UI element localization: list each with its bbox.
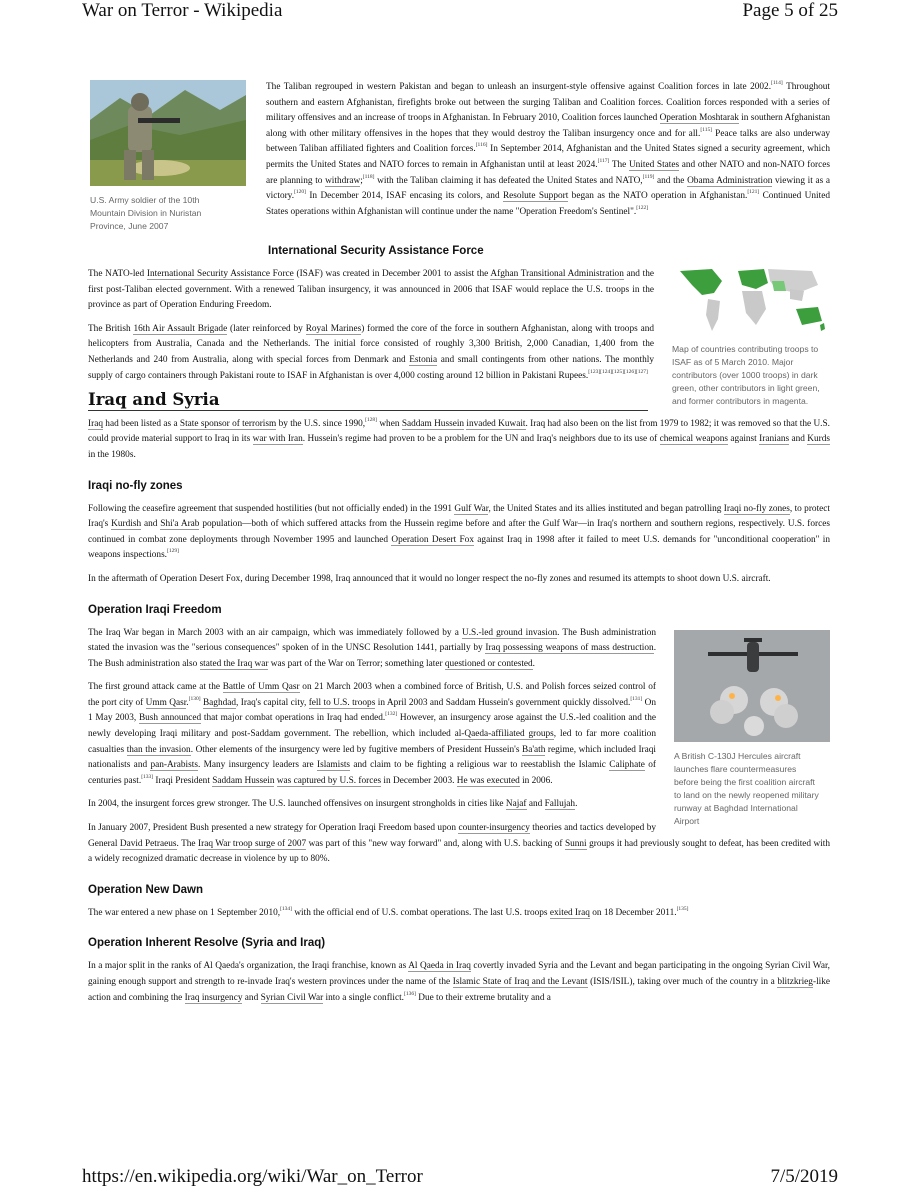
text-run: The first ground attack came at the (88, 682, 223, 693)
text-run: . (186, 697, 189, 708)
text-run: , led to far more coalition casualties (88, 729, 656, 755)
wiki-link[interactable]: Afghan Transitional Administration (490, 269, 624, 279)
wiki-link[interactable]: Iraqi no-fly zones (723, 503, 790, 514)
text-run: In the aftermath of Operation Desert Fox, during December 1998, Iraq announced that it would no longer respect the no-fly zones and resumed its attempts to shoot down U.S. aircraft. (88, 573, 771, 584)
wiki-link[interactable]: stated the Iraq war (199, 658, 269, 669)
text-run: . Many insurgency leaders are (197, 760, 317, 771)
text-run: (ISIS/ISIL), taking over much of the country in a (587, 977, 778, 987)
citation-link[interactable]: [134] (280, 905, 292, 912)
text-run: , the United States and its allies instituted and began patrolling (488, 503, 724, 514)
wiki-link[interactable]: Saddam Hussein (212, 775, 275, 786)
text-run: (later reinforced by (227, 323, 306, 334)
wiki-link[interactable]: questioned or contested (444, 658, 533, 669)
wiki-link[interactable]: Resolute Support (502, 191, 569, 202)
wiki-link[interactable]: Operation Moshtarak (659, 113, 739, 124)
footer-url: https://en.wikipedia.org/wiki/War_on_Terror (82, 1166, 423, 1187)
wiki-link[interactable]: Bush announced (138, 713, 202, 724)
wiki-link[interactable]: Islamic State of Iraq and the Levant (452, 977, 588, 987)
text-run: theories and tactics developed by General (88, 823, 656, 849)
wiki-link[interactable]: Baghdad (202, 697, 237, 708)
text-run: , Iraq's capital city, (236, 697, 309, 708)
section-heading-nofly: Iraqi no-fly zones (88, 479, 183, 492)
text-run: with the Taliban claiming it has defeated the United States and NATO, (374, 175, 643, 186)
text-run: viewing it as a victory. (266, 175, 830, 202)
wiki-link[interactable]: al-Qaeda-affiliated groups (454, 729, 554, 740)
header-title: War on Terror - Wikipedia (82, 0, 283, 21)
paragraph (88, 906, 830, 922)
text-run: when (377, 418, 402, 429)
text-run: began as the NATO operation in Afghanistan. (568, 191, 748, 202)
citation-link[interactable]: [120] (294, 189, 306, 196)
text-run: and (526, 799, 545, 810)
text-run: . The (176, 838, 198, 849)
wiki-link[interactable]: International Security Assistance Force (146, 269, 294, 279)
citation-link[interactable]: [117] (597, 157, 610, 164)
wiki-link[interactable]: Royal Marines (305, 323, 362, 334)
citation-link[interactable]: [129] (167, 548, 179, 555)
wiki-link[interactable]: blitzkrieg (777, 977, 813, 987)
text-run: Iraqi President (153, 775, 213, 786)
text-run: , to protect Iraq's (88, 503, 830, 530)
citation-link[interactable]: [130] (188, 695, 201, 702)
wiki-link[interactable]: Islamists (316, 760, 351, 771)
citation-link[interactable]: [121] (747, 189, 760, 196)
text-run: and the first post-Taliban elected government. With a renewed Taliban insurgency, it was announced in 2006 that ISAF would replace the U.S. troops in the province as part of Operation Enduring Freedom. (88, 269, 654, 311)
wiki-link[interactable]: Operation Desert Fox (391, 534, 474, 545)
wiki-link[interactable]: Gulf War (454, 503, 489, 514)
wiki-link[interactable]: pan-Arabists (150, 760, 198, 771)
article-content (88, 80, 830, 1014)
text-run: The Iraq War began in March 2003 with an air campaign, which was immediately followed by a (88, 627, 462, 638)
wiki-link[interactable]: Iraq (88, 418, 103, 429)
text-run: and (789, 434, 808, 445)
wiki-link[interactable]: David Petraeus (119, 838, 177, 849)
text-run: In December 2014, ISAF encasing its colors, and (305, 191, 503, 202)
citation-link[interactable]: [136] (403, 990, 416, 997)
wiki-link[interactable]: Caliphate (609, 760, 645, 771)
text-run: Following the ceasefire agreement that suspended hostilities (but not officially ended) in the 1991 (88, 503, 455, 514)
text-run: The war entered a new phase on 1 September 2010, (88, 907, 281, 918)
wiki-link[interactable]: Iranians (759, 434, 790, 445)
text-run: regime, which included Iraqi nationalists and (88, 744, 657, 771)
wiki-link[interactable]: war with Iran (252, 434, 303, 445)
citation-link[interactable]: [116] (475, 142, 488, 149)
text-run: into a single conflict. (323, 992, 404, 1003)
wiki-link[interactable]: Najaf (505, 799, 527, 810)
text-run: against Iraq in 1998 after it failed to meet U.S. demands for "unconditional cooperation" in weapons inspections. (88, 534, 830, 561)
section-heading-oif: Operation Iraqi Freedom (88, 603, 222, 616)
wiki-link[interactable]: exited Iraq (549, 907, 590, 918)
text-run: In January 2007, President Bush presented a new strategy for Operation Iraqi Freedom based upon (88, 823, 459, 834)
wiki-link[interactable]: Al Qaeda in Iraq (408, 961, 471, 972)
text-run: . Iraq had also been on the list from 1979 to 1982; it was removed so that the U.S. could provide material support to Iraq in its (88, 418, 831, 445)
text-run: and the (654, 175, 688, 186)
wiki-link[interactable]: Saddam Hussein (401, 418, 465, 429)
text-run: (ISAF) was created in December 2001 to assist the (293, 269, 491, 279)
wiki-link[interactable]: Iraq War troop surge of 2007 (198, 838, 307, 849)
text-run: covertly invaded Syria and the Levant and began participating in the ongoing Syrian Civil War, gaining enough support and strength to re-invade Iraq's western provinces under the name of the (88, 961, 830, 987)
wiki-link[interactable]: Kurds (807, 434, 831, 445)
text-run: -like action and combining the (88, 977, 831, 1003)
citation-link[interactable]: [132] (385, 711, 398, 718)
figure-soldier (90, 80, 248, 233)
wiki-link[interactable]: counter-insurgency (458, 823, 530, 834)
section-heading-ond: Operation New Dawn (88, 883, 204, 896)
citation-link[interactable]: [122] (636, 204, 649, 211)
wiki-link[interactable]: Umm Qasr (145, 697, 187, 708)
text-run: The Taliban regrouped in western Pakistan and began to unleash an insurgent-style offensive against Coalition forces in late 2002. (266, 82, 772, 92)
text-run: in April 2003 and Saddam Hussein's government quickly dissolved. (375, 697, 631, 708)
wiki-link[interactable]: than the invasion (126, 744, 191, 755)
text-run: against (728, 434, 760, 445)
wiki-link[interactable]: Fallujah (544, 799, 576, 810)
citation-link[interactable]: [118] (362, 173, 375, 180)
isaf-map (672, 263, 828, 335)
wiki-link[interactable]: Sunni (564, 838, 587, 849)
text-run: . (575, 799, 578, 810)
citation-link[interactable]: [133] (141, 773, 154, 780)
text-run: Continued United States operations within Afghanistan will continue under the name "Operation Freedom's Sentinel". (266, 191, 830, 217)
text-run: and other NATO and non-NATO forces are planning to (266, 159, 831, 186)
text-run: on 18 December 2011. (589, 907, 677, 918)
wiki-link[interactable]: Shi'a Arab (160, 519, 200, 530)
citation-link[interactable]: [119] (642, 173, 655, 180)
wiki-link[interactable]: Obama Administration (687, 175, 773, 186)
wiki-link[interactable]: U.S.-led ground invasion (462, 627, 558, 638)
wiki-link[interactable]: Ba'ath (522, 744, 546, 755)
wiki-link[interactable]: Iraq possessing weapons of mass destruction (485, 643, 654, 654)
text-run: . Other elements of the insurgency were led by fugitive members of President Hussein's (190, 744, 522, 755)
wiki-link[interactable]: Estonia (409, 354, 438, 365)
text-run: and small contingents from other nations. The monthly supply of cargo containers through Pakistani route to ISAF in Afghanistan is over 4,000 costing around 12 billion in Pakistani Rupees. (88, 354, 654, 381)
figure-caption: U.S. Army soldier of the 10th Mountain Division in Nuristan Province, June 2007 (90, 195, 202, 231)
text-run: groups it had previously sought to defeat, has been credited with a widely recognized dramatic decrease in violence by up to 80%. (88, 838, 831, 865)
wiki-link[interactable]: was captured by U.S. forces (276, 775, 382, 786)
text-run: ; (360, 175, 363, 186)
text-run: by the U.S. since 1990, (276, 418, 366, 429)
wiki-link[interactable]: Syrian Civil War (260, 992, 324, 1003)
citation-link[interactable]: [135] (676, 905, 689, 912)
text-run: . Hussein's regime had proven to be a problem for the UN and Iraq's neighbors due to its use of (302, 434, 660, 445)
soldier-photo (90, 80, 246, 186)
text-run: The British (88, 323, 134, 334)
text-run: Due to their extreme brutality and a (415, 992, 551, 1003)
text-run: on 21 March 2003 when a combined force of British, U.S. and Polish forces seized control of the port city of (88, 682, 656, 708)
text-run: in the 1980s. (88, 449, 136, 460)
text-run: The (609, 159, 629, 170)
citation-link[interactable]: [114] (771, 80, 783, 86)
wiki-link[interactable]: 16th Air Assault Brigade (133, 323, 228, 334)
text-run: and (141, 519, 161, 530)
c130j-photo (674, 630, 830, 742)
figure-caption: Map of countries contributing troops to ISAF as of 5 March 2010. Major contributors (over 1000 troops) in dark green, other contributors in light green, and former contributors in magenta. (672, 344, 820, 406)
text-run: and (242, 992, 261, 1003)
paragraph (88, 821, 830, 868)
wiki-link[interactable]: Kurdish (111, 519, 142, 530)
text-run: . The Bush administration also (88, 643, 657, 669)
text-run: population—both of which suffered attacks from the Hussein regime before and after the Gulf War—in Iraq's northern and southern regions, respectively. U.S. forces continued in combat zone deployments through November 1995 and launched (88, 519, 830, 545)
text-run: that major combat operations in Iraq had ended. (201, 713, 386, 724)
text-run: in 2006. (519, 775, 553, 786)
figure-isaf-map (672, 263, 830, 408)
wiki-link[interactable]: withdraw (325, 175, 361, 186)
paragraph (88, 959, 830, 1006)
text-run: . The Bush administration stated the invasion was the "serious consequences" spoken of in the UNSC Resolution 1441, partially by (88, 627, 656, 654)
section-heading-isaf: International Security Assistance Force (268, 245, 484, 257)
figure-c130j (674, 630, 830, 828)
wiki-link[interactable]: fell to U.S. troops (308, 697, 376, 708)
text-run: However, an insurgency arose against the U.S.-led coalition and the newly developing Iraqi military and post-Saddam government. The rebellion, which included (88, 713, 656, 740)
wiki-link[interactable]: chemical weapons (659, 434, 729, 445)
citation-link[interactable]: [128] (365, 416, 378, 423)
citation-link[interactable]: [123][124][125][126][127] (588, 368, 648, 375)
citation-link[interactable]: [115] (700, 126, 713, 133)
footer-date: 7/5/2019 (770, 1166, 838, 1187)
paragraph (88, 502, 830, 564)
text-run: ) formed the core of the force in southern Afghanistan, along with troops and helicopters from Australia, Canada and the Netherlands. The initial force consisted of roughly 3,300 British, 2,000 Canadian, 1,400 from the Netherlands and 240 from Australia, along with special forces from Denmark and (88, 323, 654, 365)
text-run: On 1 May 2003, (88, 697, 657, 724)
wiki-link[interactable]: United States (628, 159, 680, 170)
section-heading-iraq-syria: Iraq and Syria (88, 392, 648, 411)
text-run: was part of this "new way forward" and, along with U.S. backing of (306, 838, 565, 849)
wiki-link[interactable]: He was executed (456, 775, 520, 786)
text-run: Peace talks are also underway between Taliban affiliated fighters and Coalition forces. (266, 128, 831, 155)
paragraph (88, 417, 830, 464)
text-run: In 2004, the insurgent forces grew stronger. The U.S. launched offensives on insurgent strongholds in cities like (88, 799, 506, 810)
wiki-link[interactable]: Battle of Umm Qasr (222, 682, 300, 693)
wiki-link[interactable]: State sponsor of terrorism (179, 418, 277, 429)
paragraph (88, 572, 830, 588)
text-run: . (532, 658, 535, 669)
text-run: The NATO-led (88, 269, 147, 279)
text-run: was part of the War on Terror; something later (268, 658, 445, 669)
text-run: Throughout southern and eastern Afghanistan, firefights broke out between the surging Taliban and Coalition forces. Coalition forces responded with a series of military offensives and an increase of troops in Afghanistan. In February 2010, Coalition forces launched (266, 82, 830, 124)
section-heading-oir: Operation Inherent Resolve (Syria and Iraq) (88, 937, 326, 950)
citation-link[interactable]: [131] (630, 695, 643, 702)
figure-caption: A British C-130J Hercules aircraft launches flare countermeasures before being the first coalition aircraft to land on the newly reopened military runway at Baghdad International Airport (674, 750, 819, 826)
wiki-link[interactable]: Iraq insurgency (184, 992, 243, 1003)
text-run: In September 2014, Afghanistan and the United States signed a security agreement, which permits the United States and NATO forces to remain in Afghanistan until at least 2024. (266, 144, 830, 170)
text-run: In a major split in the ranks of Al Qaeda's organization, the Iraqi franchise, known as (88, 961, 409, 972)
text-run: with the official end of U.S. combat operations. The last U.S. troops (292, 907, 550, 918)
text-run: of centuries past. (88, 760, 657, 786)
text-run: and claim to be fighting a religious war to reestablish the Islamic (350, 760, 610, 771)
text-run: in December 2003. (381, 775, 457, 786)
wiki-link[interactable]: invaded Kuwait (466, 418, 526, 429)
text-run: had been listed as a (102, 418, 180, 429)
text-run: in southern Afghanistan along with other military offensives in the hopes that they would destroy the Taliban insurgency once and for all. (266, 113, 830, 139)
header-page-number: Page 5 of 25 (742, 0, 838, 21)
